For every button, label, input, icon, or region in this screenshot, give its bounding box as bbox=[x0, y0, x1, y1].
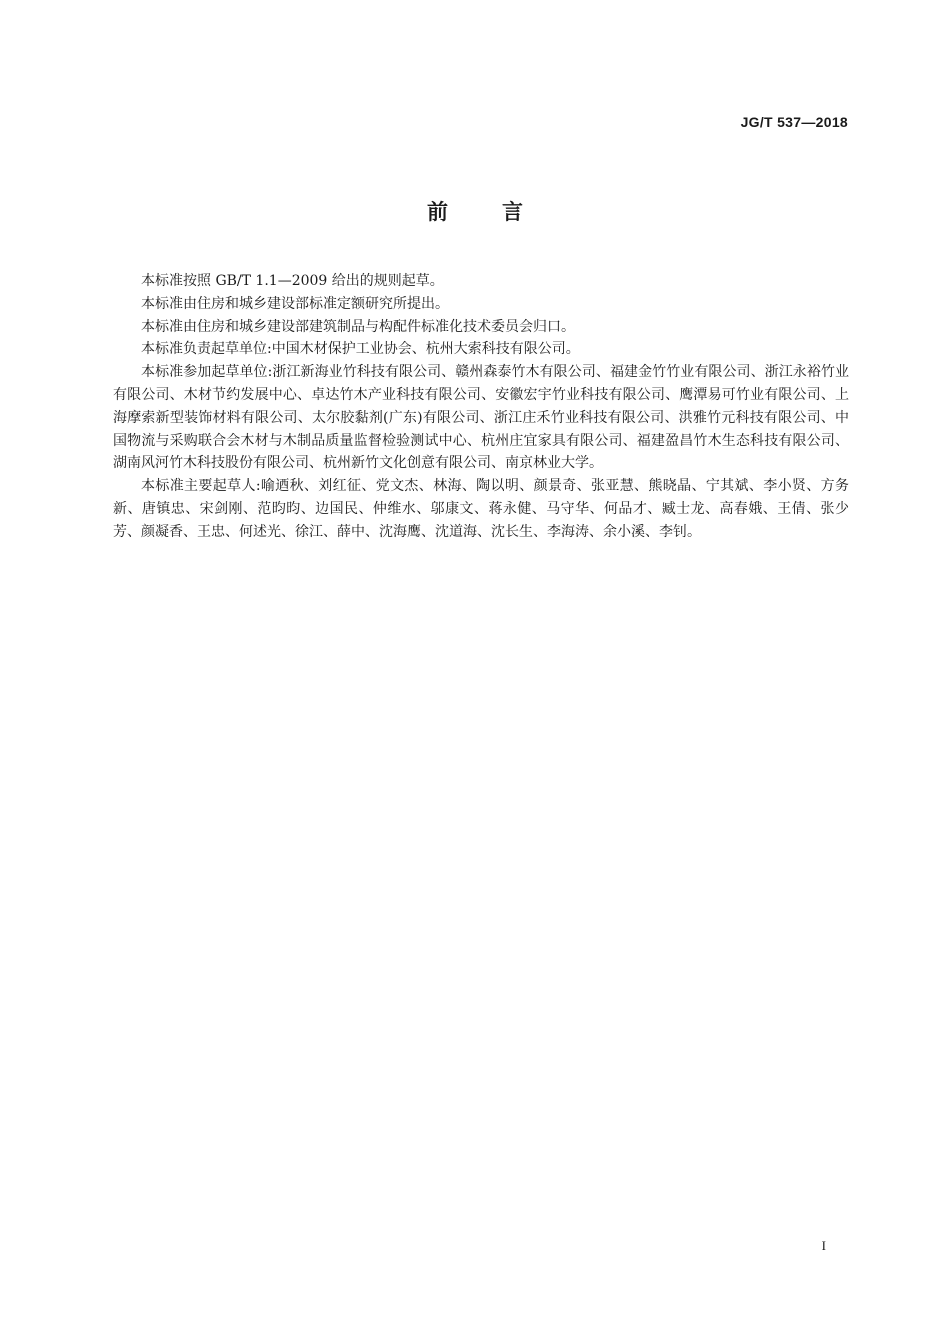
paragraph-drafting-rules: 本标准按照 GB/T 1.1—2009 给出的规则起草。 bbox=[141, 273, 444, 289]
foreword-body bbox=[113, 270, 849, 544]
standard-code: JG/T 537—2018 bbox=[740, 114, 848, 130]
paragraph-proposer: 本标准由住房和城乡建设部标准定额研究所提出。 bbox=[141, 295, 449, 312]
page-number: I bbox=[821, 1238, 826, 1253]
page-title: 前言 bbox=[427, 200, 577, 224]
paragraph-main-drafters: 本标准主要起草人:喻迺秋、刘红征、党文杰、林海、陶以明、颜景奇、张亚慧、熊晓晶、宁其斌、李小贤、方务新、唐镇忠、宋剑刚、范昀昀、边国民、仲维水、邬康文、蒋永健、马守华、何品才、臧士龙、高春娥、王倩、张少芳、颜凝香、王忠、何述光、徐江、薛中、沈海鹰、沈道海、沈长生、李海涛、余小溪、李钊。 bbox=[113, 478, 849, 540]
paragraph-responsible-drafters: 本标准负责起草单位:中国木材保护工业协会、杭州大索科技有限公司。 bbox=[141, 341, 580, 358]
paragraph-participating-drafters: 本标准参加起草单位:浙江新海业竹科技有限公司、赣州森泰竹木有限公司、福建金竹竹业有限公司、浙江永裕竹业有限公司、木材节约发展中心、卓达竹木产业科技有限公司、安徽宏宇竹业科技有限公司、鹰潭易可竹业有限公司、上海摩索新型装饰材料有限公司、太尔胶黏剂(广东)有限公司、浙江庄禾竹业科技有限公司、洪雅竹元科技有限公司、中国物流与采购联合会木材与木制品质量监督检验测试中心、杭州庄宜家具有限公司、福建盈昌竹木生态科技有限公司、湖南风河竹木科技股份有限公司、杭州新竹文化创意有限公司、南京林业大学。 bbox=[113, 364, 849, 472]
paragraph-centralized-by: 本标准由住房和城乡建设部建筑制品与构配件标准化技术委员会归口。 bbox=[141, 318, 575, 335]
